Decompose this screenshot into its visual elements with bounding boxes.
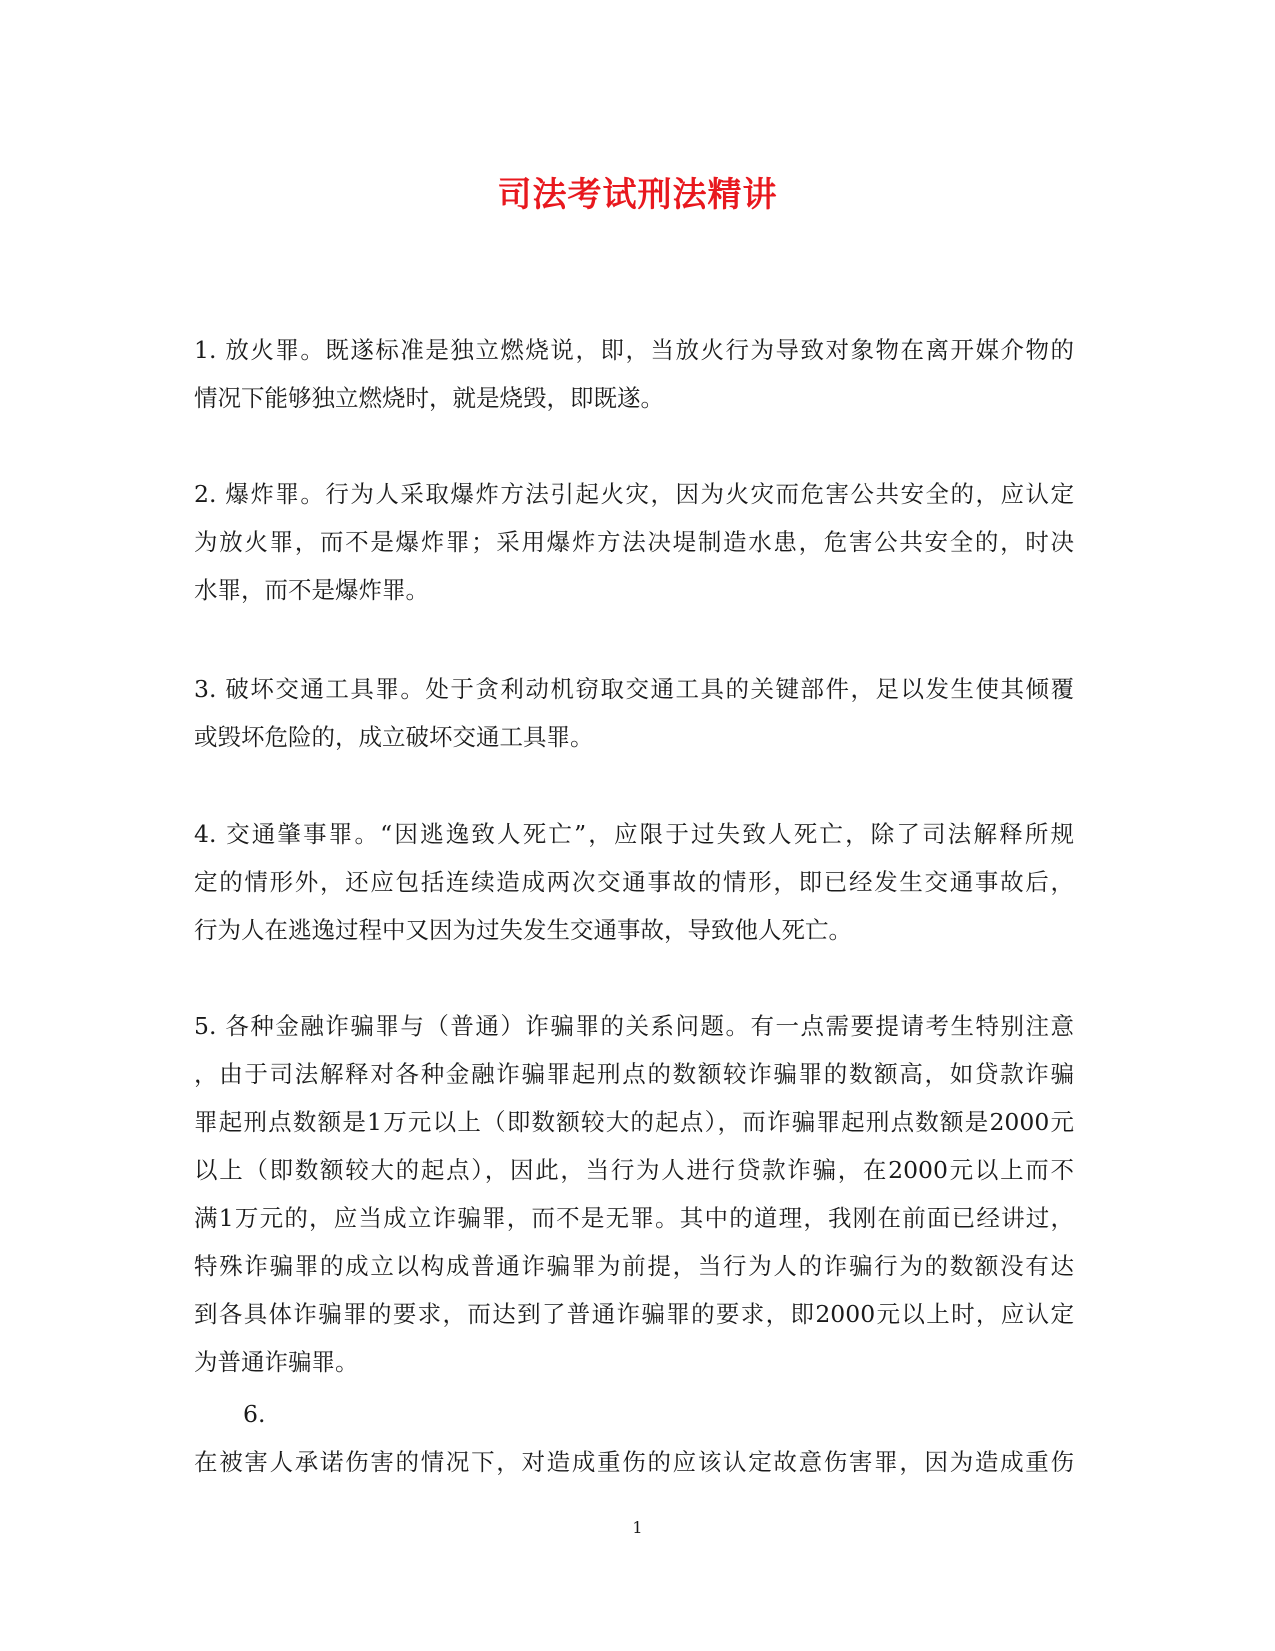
paragraph-4 [194,810,1074,954]
text-line: 4. 交通肇事罪。“因逃逸致人死亡”，应限于过失致人死亡，除了司法解释所规 [194,820,1074,848]
text-line: 定的情形外，还应包括连续造成两次交通事故的情形，即已经发生交通事故后， [194,868,1074,896]
text-line: 水罪，而不是爆炸罪。 [194,576,429,604]
text-line: 以上（即数额较大的起点），因此，当行为人进行贷款诈骗，在2000元以上而不 [194,1156,1074,1184]
paragraph-5 [194,1002,1074,1386]
text-line: 1. 放火罪。既遂标准是独立燃烧说，即，当放火行为导致对象物在离开媒介物的 [194,336,1074,364]
text-line: 3. 破坏交通工具罪。处于贪利动机窃取交通工具的关键部件，足以发生使其倾覆 [194,675,1074,703]
item-number: 6. [243,1400,266,1428]
paragraph-2 [194,470,1074,614]
text-line: 为放火罪，而不是爆炸罪；采用爆炸方法决堤制造水患，危害公共安全的，时决 [194,528,1074,556]
text-line: 情况下能够独立燃烧时，就是烧毁，即既遂。 [194,384,664,412]
text-line: 为普通诈骗罪。 [194,1348,359,1376]
text-line: 或毁坏危险的，成立破坏交通工具罪。 [194,723,594,751]
paragraph-6 [194,1390,1074,1486]
page-title: 司法考试刑法精讲 [497,175,778,215]
text-line: 行为人在逃逸过程中又因为过失发生交通事故，导致他人死亡。 [194,916,852,944]
text-line: ，由于司法解释对各种金融诈骗罪起刑点的数额较诈骗罪的数额高，如贷款诈骗 [194,1060,1074,1088]
paragraph-3 [194,665,1074,761]
text-line: 2. 爆炸罪。行为人采取爆炸方法引起火灾，因为火灾而危害公共安全的，应认定 [194,480,1074,508]
text-line: 满1万元的，应当成立诈骗罪，而不是无罪。其中的道理，我刚在前面已经讲过， [194,1204,1074,1232]
text-line: 在被害人承诺伤害的情况下，对造成重伤的应该认定故意伤害罪，因为造成重伤 [194,1448,1074,1476]
text-line: 5. 各种金融诈骗罪与（普通）诈骗罪的关系问题。有一点需要提请考生特别注意 [194,1012,1074,1040]
page-number: 1 [632,1518,643,1537]
paragraph-1 [194,326,1074,422]
text-line: 罪起刑点数额是1万元以上（即数额较大的起点），而诈骗罪起刑点数额是2000元 [194,1108,1074,1136]
text-line: 特殊诈骗罪的成立以构成普通诈骗罪为前提，当行为人的诈骗行为的数额没有达 [194,1252,1074,1280]
text-line: 到各具体诈骗罪的要求，而达到了普通诈骗罪的要求，即2000元以上时，应认定 [194,1300,1074,1328]
